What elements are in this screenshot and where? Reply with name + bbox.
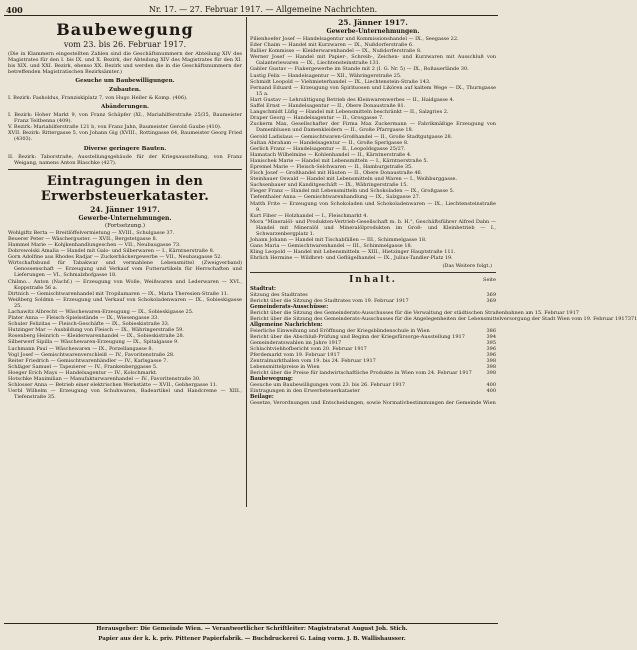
toc-page-number: 400 — [486, 382, 496, 389]
toc-page-number: 398 — [486, 364, 496, 371]
register-entry: Wohlgiftz Berta — Breitlöffelvermietung — XVIII., Schulgasse 37. — [8, 229, 175, 236]
toc-heading: Stadtrat: — [250, 286, 276, 293]
toc-row — [250, 388, 496, 394]
register-entry: Uerbl Wilhelm — Erzeugung von Schuhwaren, Badeartikel und Handcreme — XIII., Tiefenstraße 35. — [8, 388, 242, 401]
right-entries — [250, 36, 496, 261]
register-section: Gewerbe-Unternehmungen. — [78, 214, 172, 222]
register-entry: Hoeger Erich Mays — Handelsagentur — IV., Kolschmarkt. — [8, 369, 158, 376]
register-entry: Gans Maria — Gemischtwarenhandel — III., Schimmelgasse 18. — [250, 243, 413, 250]
toc-entry-text: Schlachtviehhofbericht vom 20. Februar 1917 — [250, 346, 367, 353]
register-entry: Sultan Abraham — Handelsagentur — II., Große Sperlgasse 8. — [250, 139, 409, 146]
toc-page-number: 386 — [486, 328, 496, 335]
register-title: Eintragungen in den Erwerbsteuerkataster. — [40, 173, 210, 204]
toc-heading: Baubewegung: — [250, 376, 293, 383]
permit-entry: I. Bezirk: Fasholdus, Franziskiplatz 7, von Hugo Heller & Komp. (406). — [8, 95, 188, 101]
inhalt-title: Inhalt. — [349, 275, 397, 286]
toc-page-number: 396 — [486, 352, 496, 359]
register-entry: Kurt Fiber — Holzhandel — I., Fleischmarkt 4. — [250, 212, 369, 219]
register-entry: Silberwerf Sipilla — Wäschewaren-Erzeugung — IX., Spitalgasse 9. — [8, 339, 179, 346]
intro-note: (Die in Klammern eingestellten Zahlen sind die Geschäftsnummern der Abteilung XIV des Magistrates für den I. bis IX. und X. Bezirk, der Abteilung XIV des Magistrates für den XI. bis XIX. und XXI. Bezirk, ebenso XX. Bezirk und werden die in die Geschäftsnummern der betreffenden Magistratischen Bezirksämter.) — [8, 51, 242, 75]
register-entry: Lachawitz Albrecht — Wäschewaren-Erzeugung — IX., Sobieskigasse 25. — [8, 308, 194, 315]
toc-heading: Allgemeine Nachrichten: — [250, 322, 323, 329]
toc-page-number: 400 — [486, 388, 496, 395]
register-entry: Sachsenbauer und Kanditgeschäft — IX., Währingerstraße 15. — [250, 182, 409, 189]
register-entry: Schuler Felizitas — Fleisch-Geschäfte — IX., Sobieskistraße 33. — [8, 321, 170, 328]
permit-entry: V. Bezirk: Mariahilferstraße 121 b, von Franz Jahn, Baumeister Gerold Gaube (410). — [8, 124, 222, 131]
register-entry: Schmidt Leopold — Viehmieterhandel — IX., Liechtenstein-Straße 143. — [250, 78, 431, 85]
register-entry: Hamatach Wilhelmine — Kohlenhandel — II., Kärntnerstraße 4. — [250, 151, 412, 158]
toc-page-number: 371 — [627, 316, 637, 323]
register-entry: Gerlich Franz — Handelsagentur — II., Leopoldsgasse 25/27. — [250, 145, 406, 152]
running-title: Nr. 17. — 27. Februar 1917. — Allgemeine Nachrichten. — [148, 5, 378, 14]
toc-entry-text: Gesetze, Verordnungen und Entscheidungen, sowie Normativbestimmungen der Gemeinde Wien — [250, 400, 496, 407]
register-entry: Hart Gustav — Lehrsättigung Betrieb des Kleinwarenwerbes — II., Haidgasse 4. — [250, 96, 455, 103]
register-entry: Weißberg Soldmn — Erzeugung und Verkauf von Schokoladenwaren — IX., Sobieskigasse 25. — [8, 296, 242, 309]
register-entry: Hutzinger Mar — Ausbildung von Fleisch — IX., Währingerstraße 59. — [8, 327, 184, 334]
register-entry: Saffel Ernst — Handelsagentur — II., Obere Donaustraße 81. — [250, 103, 406, 110]
right-date: 25. Jänner 1917. — [338, 18, 408, 27]
left-column — [8, 17, 242, 537]
toc-entry-text: Bericht über die Preise für landwirtschaftliche Produkte in Wien vom 24. Februar 1917 — [250, 370, 472, 377]
register-entry: Epremel Marie — Fleisch-Selchwaren — II., Hamburgstraße 35. — [250, 163, 413, 170]
permit-entry: XVII. Bezirk: Rittergasse 5, von Johann Gig (XVIII., Rottingasse 64, Baumeister Georg Fried (4303). — [8, 130, 242, 143]
register-entry: Hanischek Marie — Handel mit Lebensmitteln — I., Kärntnerstraße 5. — [250, 157, 429, 164]
abaenderungen-heading: Abänderungen. — [101, 104, 149, 111]
register-entry: Reiter Friedrich — Gemischtwarenhändler — IV., Karlsgasse 7. — [8, 357, 168, 364]
diverse-heading: Diverse geringere Bauten. — [83, 145, 167, 152]
register-entry: Pilienhoefer Josef — Handelsagentur und Kommissionshandel — IX., Seegasse 22. — [250, 36, 459, 42]
toc-page-number: 369 — [486, 298, 496, 305]
toc-entry-text: Lebensmittelpreise in Wien — [250, 364, 320, 371]
toc-page-number: 396 — [486, 346, 496, 353]
toc-entry-text: Bericht über die Sitzung des Gemeinderats-Ausschusses für die Angelegenheiten der Lebensmittelversorgung der Stadt Wien vom 19. Februar 1917 — [250, 316, 628, 323]
toc-entry-text: Eintragungen in den Erwerbsteuerkataster — [250, 388, 360, 395]
footer-rule — [4, 623, 498, 624]
toc-entry-text: Bericht über die Sitzung des Gemeinderats-Ausschusses für die Verwaltung der städtischen Straßenbahnen am 15. Februar 1917 — [250, 310, 579, 317]
zubauten-list — [8, 95, 242, 101]
toc-heading: Gemeinderats-Ausschüsse: — [250, 304, 329, 311]
toc-entry-text: Gemeinderatswahlen im Jahre 1917 — [250, 340, 342, 347]
toc-page-number: 369 — [486, 292, 496, 299]
register-entry: Wirtschaftsbund für Tabakwar und vermahlene Lebensmittel (Zweigverband) Genossenschaft — Erzeugung und Verkauf vom Futterartikeln für Herrschaften und Lieferungen — VI., Schmalzhofgasse 18. — [8, 260, 242, 279]
register-entry: Matth Frite — Erzeugung von Schokoladen und Schokoladenwaren — IX., Liechtensteinstraße 9. — [250, 200, 496, 213]
register-entry: Gorn Adolfine aus Rhodes Radjar — Zuckerbäckergewerbe — VII., Neubaugasse 52. — [8, 254, 223, 261]
register-entry: Vogl Josef — Gemischtwarenverschleiß — IV., Favoritenstraße 28. — [8, 351, 175, 358]
register-entry: Kling Leopold — Handel mit Lebensmitteln — XIII., Hietzinger Hauptstraße 111. — [250, 249, 456, 256]
inhalt-heading — [250, 275, 496, 285]
page-number: 400 — [6, 5, 23, 15]
zubauten-heading: Zubauten. — [109, 87, 141, 93]
register-entry: Dirtnich — Gemischtwarenhandel mit Tropilamaren — IX., Maria Theresien-Straße 11. — [8, 290, 229, 297]
abaenderungen-list — [8, 112, 242, 142]
toc-entry-text: Gesuche um Baubewilligungen vom 23. bis 26. Februar 1917 — [250, 382, 406, 389]
register-entry: Mora "Mineralöl- und Produkten-Vertrieb-Gesellschaft m. b. H.", Geschäftsführer Alfred Dahn — Handel mit Mineralöl und Mineralölprodukten im Groß- und Kleinbetrieb — I., Schwarzenbergplatz 1. — [250, 218, 496, 237]
printer-line: Papier aus der k. k. priv. Pittener Papierfabrik. — Buchdruckerei G. Laing vorm. J. B. Wallishausser. — [98, 636, 406, 642]
register-entry: Lustig Felix — Handelsagentur — XII., Währingerstraße 25. — [250, 72, 402, 79]
register-entry: Dobrowolski Amalia — Handel mit Galo- und Silberwaren — I., Kärntnerstraße 8. — [8, 248, 215, 255]
register-entry: Gerold Ladislaus — Gemischtwaren-Großhandel — II., Große Stadtgutgasse 28. — [250, 133, 453, 140]
toc-row — [250, 400, 496, 406]
toc-entry-text: Sitzung des Stadtrates — [250, 292, 308, 299]
continued-note: (Das Weitere folgt.) — [442, 263, 492, 270]
toc-page-number: 394 — [486, 334, 496, 341]
register-entry: Chilmo... Anton (Nachf.) — Erzeugung von Wolle, Weißwaren und Lederwaren — XVI., Koppstraße 56 a. — [8, 278, 242, 291]
register-entry: Fieger Franz — Handel mit Lebensmitteln und Schokoladen — IX., Großgasse 5. — [250, 188, 455, 195]
toc-page-number: 395 — [486, 340, 496, 347]
publisher-line: Herausgeber: Die Gemeinde Wien. — Verantwortlicher Schriftleiter: Magistratsrat August Joh. Stich. — [96, 626, 408, 632]
permit-entry: I. Bezirk: Hoher Markt 9, von Franz Schäpfer (XI., Mariahilferstraße 25/35, Baumeister Franz Teitbenna (409). — [8, 112, 242, 125]
diverse-list — [8, 154, 242, 166]
permits-heading: Gesuche um Baubewilligungen. — [75, 78, 175, 84]
register-entry: Schlosser Anna — Betrieb einer elektrischen Werkstätte — XVII., Gebhergasse 11. — [8, 382, 218, 389]
section-rule — [8, 169, 242, 170]
register-continued: (Fortsetzung.) — [104, 222, 146, 229]
seite-label: Seite — [483, 277, 496, 284]
register-date: 24. Jänner 1917. — [90, 204, 160, 214]
toc-entry-text: Feierliche Einweihung und Eröffnung der Kriegsblindenschule in Wien — [250, 328, 430, 335]
toc-entry-text: Pferdemarkt vom 19. Februar 1917 — [250, 352, 340, 359]
right-section: Gewerbe-Unternehmungen. — [326, 28, 420, 35]
baubewegung-title: Baubewegung — [56, 20, 194, 39]
toc-page-number: 398 — [486, 370, 496, 377]
toc-page-number: 398 — [486, 358, 496, 365]
toc-entry-text: Zentralmarkthallen vom 19. bis 24. Februar 1917 — [250, 358, 376, 365]
permit-entry: II. Bezirk: Taborstraße, Ausstellungsgebäude für der Kriegsausstellung, von Franz Weigang, namens Anton Blaschke (427). — [8, 153, 242, 166]
register-entry: Johann Johann — Handel mit Tischabfällen — III., Schimmelgasse 18. — [250, 237, 427, 244]
register-entry: Rosenberg Heinrich — Kleiderwarenhandel — IX., Sobieskistraße 28. — [8, 333, 185, 340]
register-entry: Ehrlich Hermine — Wildbret- und Geflügelhandel — IX., Julius-Tandler-Platz 19. — [250, 255, 453, 262]
register-entry: Zuckerm Max, Gesellschafter der Firma Max Zuckermann — Fabrikmäßige Erzeugung von Damenblusen und Damenkleidern — II., Große Pfarrgasse 18. — [250, 121, 496, 134]
column-divider — [246, 17, 247, 507]
inhalt-rule — [250, 272, 496, 273]
toc-entry-text: Bericht über die Abschluß-Prüfung und Beginn der Kriegsfürsorge-Ausstellung 1917 — [250, 334, 465, 341]
register-entry: Fisch Josef — Großhandel mit Häuten — II., Obere Donaustraße 46. — [250, 170, 423, 177]
toc-entry-text: Bericht über die Sitzung des Stadtrates vom 19. Februar 1917 — [250, 298, 409, 305]
register-entry: Luchmann Paul — Wäschewaren — IX., Porzellangasse 8. — [8, 345, 154, 352]
toc-heading: Beilage: — [250, 394, 274, 401]
register-entry: Tiefenthaler Anna — Gemischtwarenhandlung — IX., Salzgasse 27. — [250, 194, 421, 201]
register-entry: Gabler Gustav — Fiakergewerbe im Stande mit 2 (I. G. Nr. 5) — IX., Roßauerlände 30. — [250, 66, 469, 73]
register-entry: Eder Chaim — Handel mit Kurzwaren — IX., Nußdorferstraße 6. — [250, 42, 414, 49]
register-entry: Plater Anna — Fleisch-Spielsstände — IX., Wiesengasse 33. — [8, 315, 159, 322]
register-entry: Werner Josef — Handel mit Papier-, Schreib-, Zeichen- und Kurzwaren mit Ausschluß von Galanteriewaren — IX., Liechtensteinstraße 131. — [250, 54, 496, 67]
register-entry: Fernand Eduard — Erzeugung von Spirituosen und Likören auf kaltem Wege — IX., Thurngasse 15 a. — [250, 84, 496, 97]
register-entry: Steinhauer Oswald — Handel mit Lebensmitteln und Waren — I., Weihburggasse. — [250, 176, 458, 183]
register-entry: Ballier Kommisse — Kleiderwarenhandel — IX., Nußdorferstraße 8. — [250, 48, 422, 55]
register-entry: Hotschke Maximilian — Manufakturwarenhandel — IV., Favoritenstraße 30. — [8, 376, 201, 382]
register-entry: Beuerer Peter — Wäscherguster. — XVII., Bergstetgasse 8. — [8, 235, 158, 242]
register-entry: Draper Georg — Handelsagentur — II., Grosgasse 7. — [250, 115, 384, 122]
right-column — [250, 17, 637, 622]
baubewegung-dates: vom 23. bis 26. Februar 1917. — [63, 40, 187, 49]
header-rule — [4, 15, 498, 16]
register-entry: Hammel Marie — Kohjkenhandlungeschen — VII., Neubaugasse 73. — [8, 241, 181, 248]
left-entries — [8, 230, 242, 401]
register-entry: Schläger Samuel — Tapezierer — IV., Frankenberggasse 5. — [8, 363, 158, 370]
register-entry: Langschmidt Lüfig — Handel mit Lebensmitteln beschränkt — II., Salzgries 2. — [250, 109, 449, 116]
table-of-contents — [250, 286, 637, 407]
